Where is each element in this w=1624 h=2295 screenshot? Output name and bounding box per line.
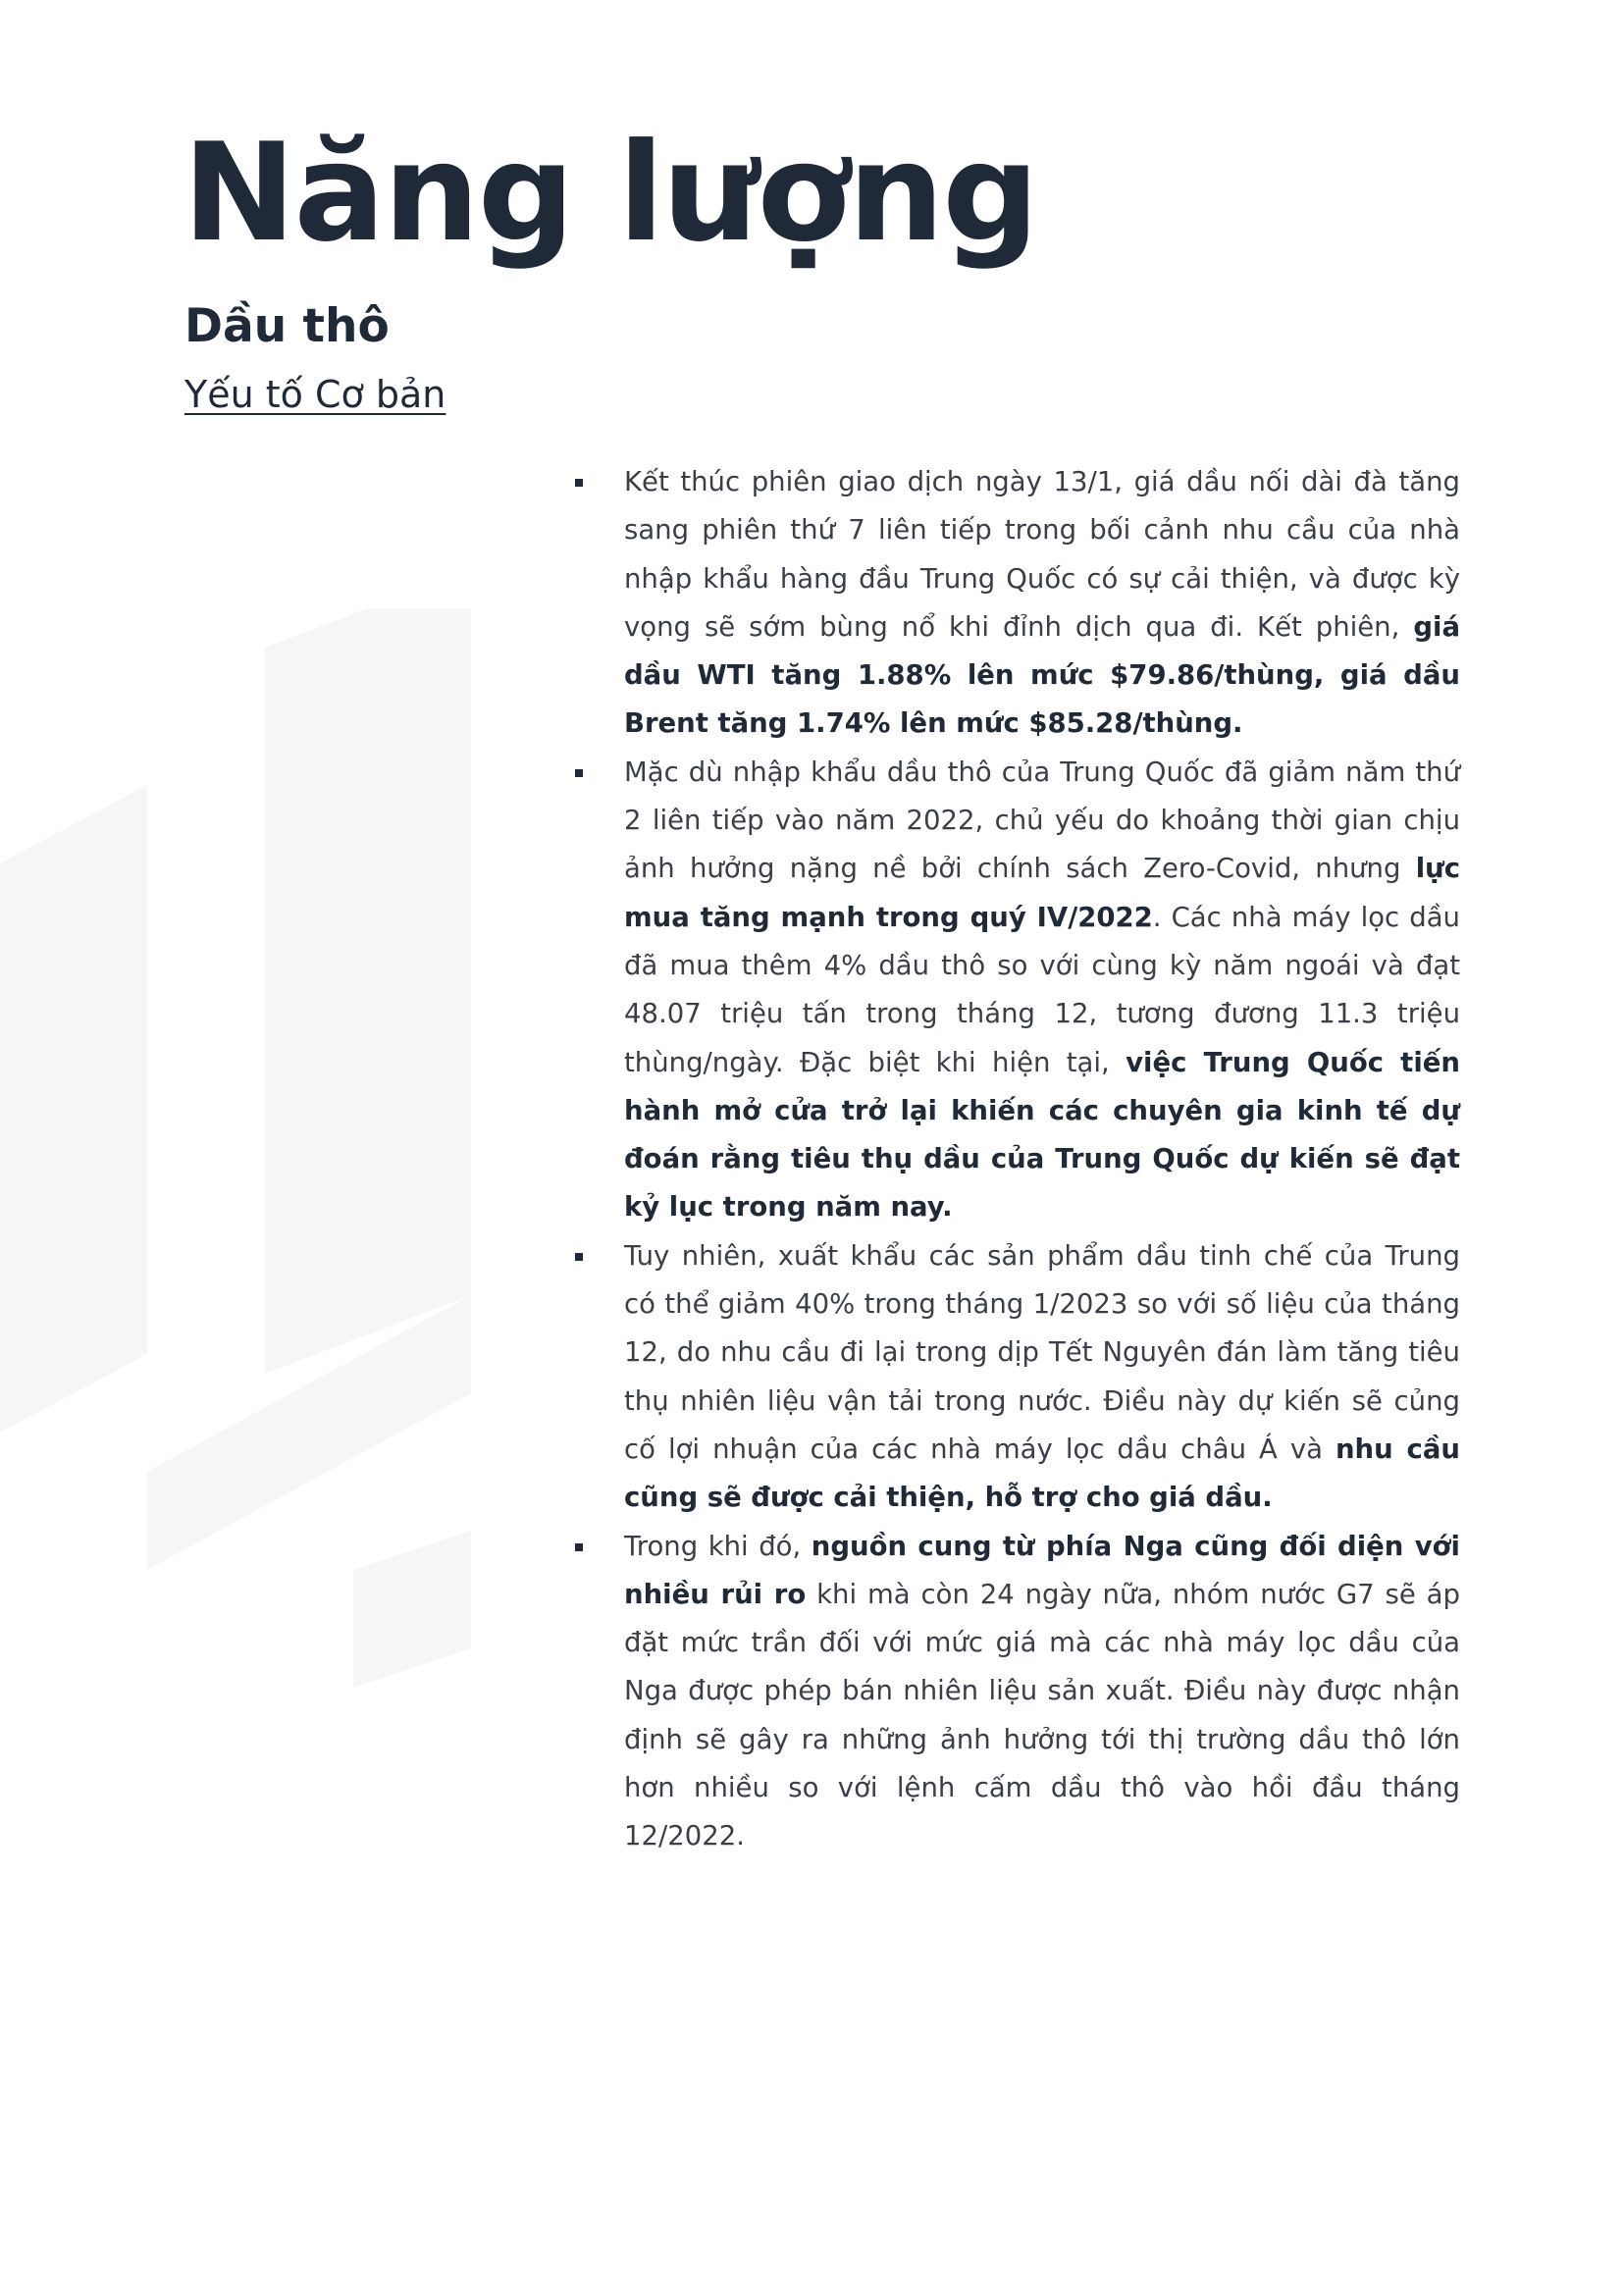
text-segment: Tuy nhiên, xuất khẩu các sản phẩm dầu tinh chế của Trung có thể giảm 40% trong tháng 1/2023 so với số liệu của tháng 12, do nhu cầu đi lại trong dịp Tết Nguyên đán làm tăng tiêu thụ nhiên liệu vận tải trong nước. Điều này dự kiến sẽ củng cố lợi nhuận của các nhà máy lọc dầu châu Á và	[624, 1239, 1460, 1465]
text-segment: Mặc dù nhập khẩu dầu thô của Trung Quốc đã giảm năm thứ 2 liên tiếp vào năm 2022, chủ yếu do khoảng thời gian chịu ảnh hưởng nặng nề bởi chính sách Zero-Covid, nhưng	[624, 756, 1460, 885]
bold-text-segment: lực mua tăng mạnh trong quý IV/2022	[624, 853, 1460, 933]
bullet-text	[624, 458, 1460, 749]
bullet-text	[624, 749, 1460, 1232]
bullet-text	[624, 1523, 1460, 1861]
text-segment: khi mà còn 24 ngày nữa, nhóm nước G7 sẽ áp đặt mức trần đối với mức giá mà các nhà máy lọc dầu của Nga được phép bán nhiên liệu sản xuất. Điều này được nhận định sẽ gây ra những ảnh hưởng tới thị trường dầu thô lớn hơn nhiều so với lệnh cấm dầu thô vào hồi đầu tháng 12/2022.	[624, 1578, 1460, 1852]
bullet-item-1	[575, 458, 1460, 749]
bullet-text	[624, 1232, 1460, 1523]
bullet-item-2	[575, 749, 1460, 1232]
square-bullet-icon	[575, 1543, 583, 1551]
bold-text-segment: việc Trung Quốc tiến hành mở cửa trở lại khiến các chuyên gia kinh tế dự đoán rằng tiêu thụ dầu của Trung Quốc dự kiến sẽ đạt kỷ lục trong năm nay.	[624, 1046, 1460, 1224]
square-bullet-icon	[575, 769, 583, 777]
subsection-title: Yếu tố Cơ bản	[184, 373, 446, 416]
square-bullet-icon	[575, 1253, 583, 1261]
text-segment: . Các nhà máy lọc dầu đã mua thêm 4% dầu thô so với cùng kỳ năm ngoái và đạt 48.07 triệu tấn trong tháng 12, tương đương 11.3 triệu thùng/ngày. Đặc biệt khi hiện tại,	[624, 901, 1460, 1078]
bullet-item-3	[575, 1232, 1460, 1523]
section-title: Dầu thô	[184, 299, 390, 353]
watermark-logo	[0, 608, 550, 1786]
square-bullet-icon	[575, 479, 583, 487]
text-segment: Trong khi đó,	[624, 1530, 812, 1562]
bold-text-segment: giá dầu WTI tăng 1.88% lên mức $79.86/thùng, giá dầu Brent tăng 1.74% lên mức $85.28/thùng.	[624, 610, 1460, 740]
bold-text-segment: nhu cầu cũng sẽ được cải thiện, hỗ trợ cho giá dầu.	[624, 1433, 1460, 1514]
bold-text-segment: nguồn cung từ phía Nga cũng đối diện với nhiều rủi ro	[624, 1530, 1460, 1610]
bullet-list	[575, 458, 1460, 1861]
text-segment: Kết thúc phiên giao dịch ngày 13/1, giá dầu nối dài đà tăng sang phiên thứ 7 liên tiếp trong bối cảnh nhu cầu của nhà nhập khẩu hàng đầu Trung Quốc có sự cải thiện, và được kỳ vọng sẽ sớm bùng nổ khi đỉnh dịch qua đi. Kết phiên,	[624, 466, 1460, 643]
bullet-item-4	[575, 1523, 1460, 1861]
page-title: Năng lượng	[183, 114, 1038, 272]
